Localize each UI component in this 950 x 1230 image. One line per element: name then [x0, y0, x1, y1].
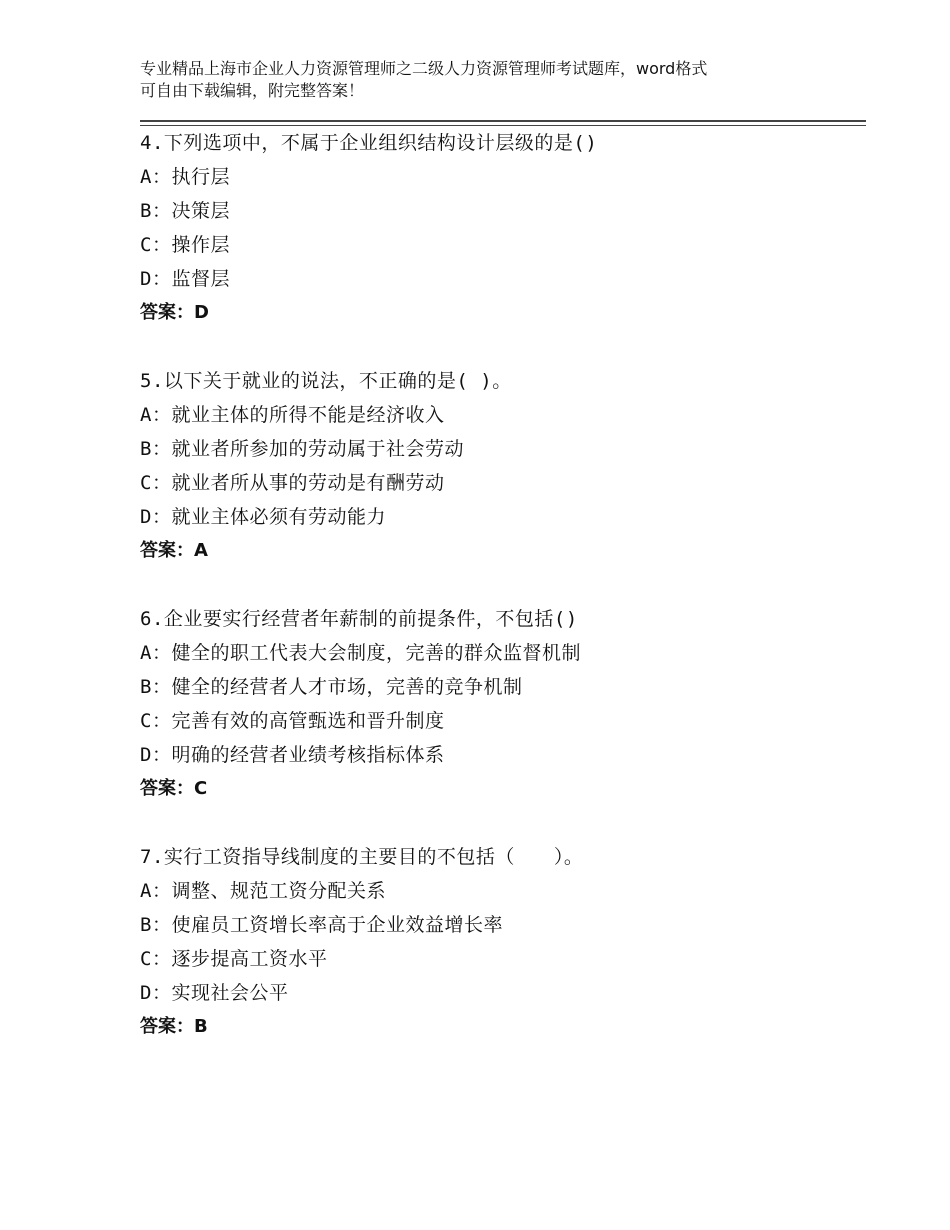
answer-line — [140, 296, 866, 330]
document-header — [140, 58, 840, 102]
option-c: C：逐步提高工资水平 — [140, 948, 328, 970]
answer-line — [140, 534, 866, 568]
option-d: D：就业主体必须有劳动能力 — [140, 506, 386, 528]
question-stem: 4.下列选项中，不属于企业组织结构设计层级的是() — [140, 132, 598, 154]
option-a: A：调整、规范工资分配关系 — [140, 880, 386, 902]
header-line-1: 专业精品上海市企业人力资源管理师之二级人力资源管理师考试题库，word格式 — [140, 59, 708, 78]
option-d: D：监督层 — [140, 268, 230, 290]
option-b: B：健全的经营者人才市场，完善的竞争机制 — [140, 676, 523, 698]
answer-label: 答案： — [140, 540, 194, 561]
header-divider-thick — [140, 120, 866, 122]
answer-value: C — [194, 778, 208, 799]
option-d: D：实现社会公平 — [140, 982, 289, 1004]
option-b: B：决策层 — [140, 200, 230, 222]
option-b: B：使雇员工资增长率高于企业效益增长率 — [140, 914, 503, 936]
answer-line — [140, 1010, 866, 1044]
header-line-2: 可自由下载编辑，附完整答案！ — [140, 81, 365, 100]
question-4 — [140, 126, 866, 330]
question-6 — [140, 602, 866, 806]
option-d: D：明确的经营者业绩考核指标体系 — [140, 744, 445, 766]
question-7 — [140, 840, 866, 1044]
answer-value: D — [194, 302, 209, 323]
question-stem: 5.以下关于就业的说法，不正确的是( )。 — [140, 370, 512, 392]
question-stem: 7.实行工资指导线制度的主要目的不包括（ ）。 — [140, 846, 584, 868]
answer-value: B — [194, 1016, 208, 1037]
question-list — [140, 126, 866, 1044]
option-b: B：就业者所参加的劳动属于社会劳动 — [140, 438, 464, 460]
option-c: C：就业者所从事的劳动是有酬劳动 — [140, 472, 445, 494]
answer-label: 答案： — [140, 302, 194, 323]
option-a: A：健全的职工代表大会制度，完善的群众监督机制 — [140, 642, 581, 664]
answer-line — [140, 772, 866, 806]
answer-label: 答案： — [140, 778, 194, 799]
question-stem: 6.企业要实行经营者年薪制的前提条件，不包括() — [140, 608, 578, 630]
option-c: C：操作层 — [140, 234, 230, 256]
answer-value: A — [194, 540, 208, 561]
answer-label: 答案： — [140, 1016, 194, 1037]
option-a: A：执行层 — [140, 166, 230, 188]
question-5 — [140, 364, 866, 568]
option-c: C：完善有效的高管甄选和晋升制度 — [140, 710, 445, 732]
option-a: A：就业主体的所得不能是经济收入 — [140, 404, 445, 426]
